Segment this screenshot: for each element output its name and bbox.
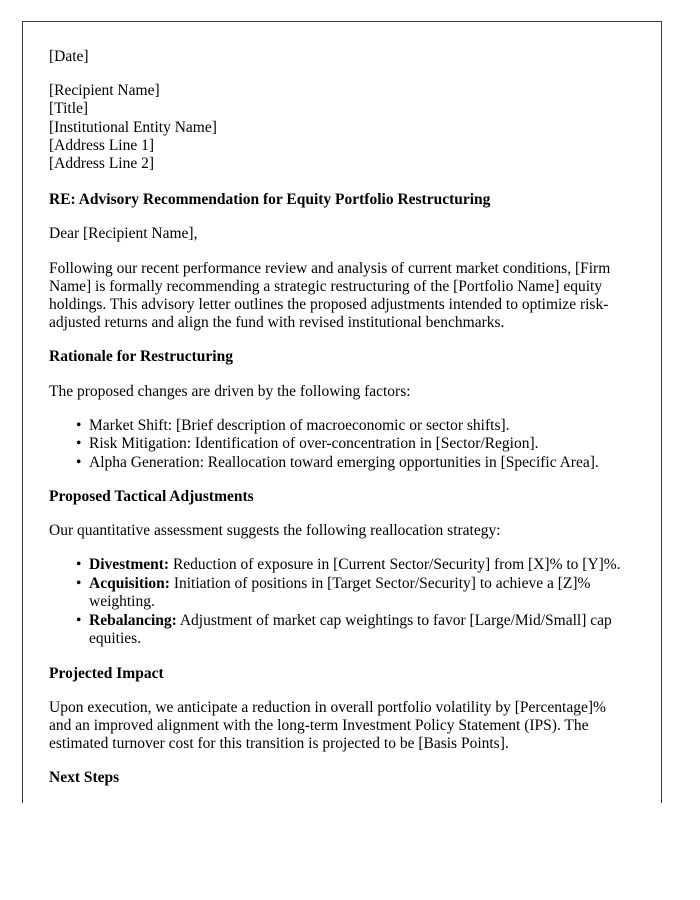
list-item-text: Market Shift: [Brief description of macroeconomic or sector shifts]. [89,416,510,434]
list-item-lead: Acquisition: [89,574,170,592]
recipient-address-line-2: [Address Line 2] [49,155,155,173]
list-item-text: Initiation of positions in [Target Sector/Security] to achieve a [Z]% weighting. [89,574,591,611]
bullet-icon: • [76,611,82,629]
list-item [49,417,629,435]
list-item-text: Adjustment of market cap weightings to favor [Large/Mid/Small] cap equities. [89,611,612,648]
bullet-icon: • [76,556,82,574]
bullet-icon: • [76,416,82,434]
list-item-text: Reduction of exposure in [Current Sector/Security] from [X]% to [Y]%. [169,556,621,574]
list-item [49,556,629,574]
recipient-entity-line: [Institutional Entity Name] [49,118,217,136]
list-item-lead: Divestment: [89,556,170,574]
recipient-title-line: [Title] [49,100,89,118]
tactical-adjustments-bullet-list [49,556,629,648]
list-item-text: Alpha Generation: Reallocation toward emerging opportunities in [Specific Area]. [89,453,599,471]
document-body [23,22,661,788]
list-item-text: Risk Mitigation: Identification of over-concentration in [Sector/Region]. [89,435,539,453]
recipient-address-block [49,82,629,173]
bullet-icon: • [76,574,82,592]
bullet-icon: • [76,435,82,453]
section-heading-next-steps: Next Steps [49,769,120,787]
rationale-bullet-list [49,417,629,472]
date-line: [Date] [49,48,89,65]
document-page [22,21,662,803]
section-intro-rationale: The proposed changes are driven by the following factors: [49,382,411,400]
section-heading-tactical-adjustments: Proposed Tactical Adjustments [49,488,254,506]
list-item [49,454,629,472]
bullet-icon: • [76,453,82,471]
opening-paragraph: Following our recent performance review and analysis of current market conditions, [Firm Name] is formally recommending a strategic restructuring of the [Portfolio Name] equity holdings. This advisory letter outlines the proposed adjustments intended to optimize risk-adjusted returns and align the fund with revised institutional benchmarks. [49,259,611,332]
section-heading-rationale: Rationale for Restructuring [49,348,233,366]
list-item [49,612,629,649]
recipient-address-line-1: [Address Line 1] [49,136,155,154]
list-item [49,575,629,612]
list-item [49,435,629,453]
subject-line: RE: Advisory Recommendation for Equity Portfolio Restructuring [49,191,491,209]
section-heading-projected-impact: Projected Impact [49,664,164,682]
recipient-name-line: [Recipient Name] [49,82,160,100]
salutation: Dear [Recipient Name], [49,225,198,243]
list-item-lead: Rebalancing: [89,611,177,629]
section-intro-projected-impact: Upon execution, we anticipate a reduction in overall portfolio volatility by [Percentage]% and an improved alignment with the long-term Investment Policy Statement (IPS). The estimated turnover cost for this transition is projected to be [Basis Points]. [49,698,606,753]
section-intro-tactical-adjustments: Our quantitative assessment suggests the following reallocation strategy: [49,522,501,540]
